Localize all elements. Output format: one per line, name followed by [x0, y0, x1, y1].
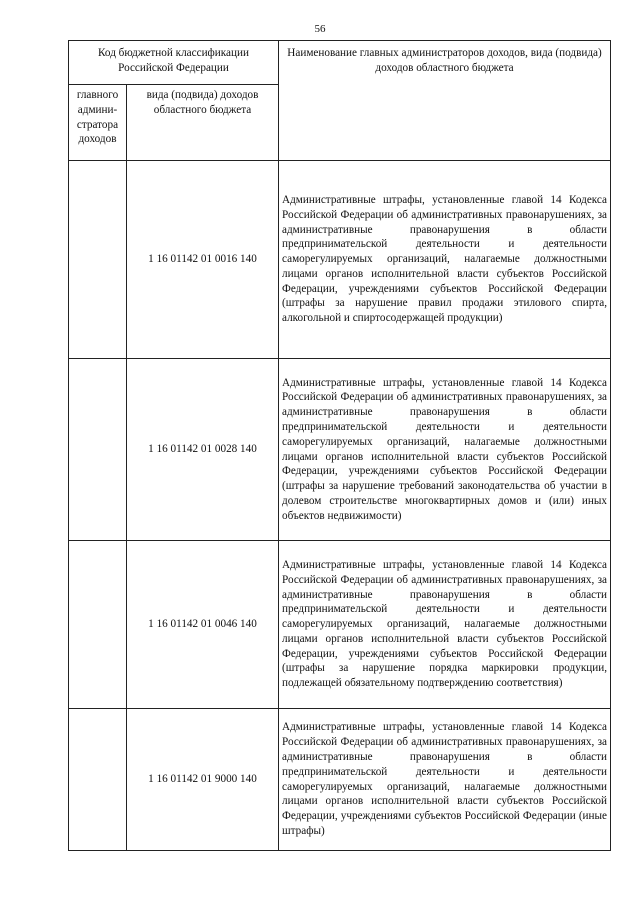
- header-revenue-type-code: вида (подвида) доходов областного бюджета: [127, 85, 279, 161]
- page-number: 56: [314, 23, 326, 35]
- revenue-name-cell: Административные штрафы, установленные главой 14 Кодекса Российской Федерации об административных правонарушениях, за административные правонарушения в области предпринимательской деятельности и деятельности саморегулируемых организаций, налагаемые должностными лицами органов исполнительной власти субъектов Российской Федерации, учреждениями субъектов Российской Федерации (штрафы за нарушение правил продажи этилового спирта, алкогольной и спиртосодержащей продукции): [279, 161, 611, 359]
- revenue-name-cell: Административные штрафы, установленные главой 14 Кодекса Российской Федерации об административных правонарушениях, за административные правонарушения в области предпринимательской деятельности и деятельности саморегулируемых организаций, налагаемые должностными лицами органов исполнительной власти субъектов Российской Федерации, учреждениями субъектов Российской Федерации (штрафы за нарушение порядка маркировки продукции, подлежащей обязательному подтверждению соответствия): [279, 541, 611, 709]
- admin-code-cell: [69, 161, 127, 359]
- table-row: [69, 541, 611, 709]
- admin-code-cell: [69, 709, 127, 851]
- header-administrator-name: Наименование главных администраторов доходов, вида (подвида) доходов областного бюджета: [279, 41, 611, 161]
- table-row: [69, 161, 611, 359]
- table-row: [69, 359, 611, 541]
- admin-code-cell: [69, 359, 127, 541]
- revenue-code-cell: 1 16 01142 01 9000 140: [127, 709, 279, 851]
- table-header-row: [69, 41, 611, 85]
- header-budget-code-group: Код бюджетной классификации Российской Федерации: [69, 41, 279, 85]
- revenue-name-cell: Административные штрафы, установленные главой 14 Кодекса Российской Федерации об административных правонарушениях, за административные правонарушения в области предпринимательской деятельности и деятельности саморегулируемых организаций, налагаемые должностными лицами органов исполнительной власти субъектов Российской Федерации, учреждениями субъектов Российской Федерации (иные штрафы): [279, 709, 611, 851]
- revenue-code-cell: 1 16 01142 01 0046 140: [127, 541, 279, 709]
- revenue-code-cell: 1 16 01142 01 0016 140: [127, 161, 279, 359]
- admin-code-cell: [69, 541, 127, 709]
- revenue-code-cell: 1 16 01142 01 0028 140: [127, 359, 279, 541]
- budget-classification-table: [68, 40, 611, 851]
- revenue-name-cell: Административные штрафы, установленные главой 14 Кодекса Российской Федерации об административных правонарушениях, за административные правонарушения в области предпринимательской деятельности и деятельности саморегулируемых организаций, налагаемые должностными лицами органов исполнительной власти субъектов Российской Федерации, учреждениями субъектов Российской Федерации (штрафы за нарушение требований законодательства об участии в долевом строительстве многоквартирных домов и (или) иных объектов недвижимости): [279, 359, 611, 541]
- header-chief-administrator: главного админи-стратора доходов: [69, 85, 127, 161]
- table-row: [69, 709, 611, 851]
